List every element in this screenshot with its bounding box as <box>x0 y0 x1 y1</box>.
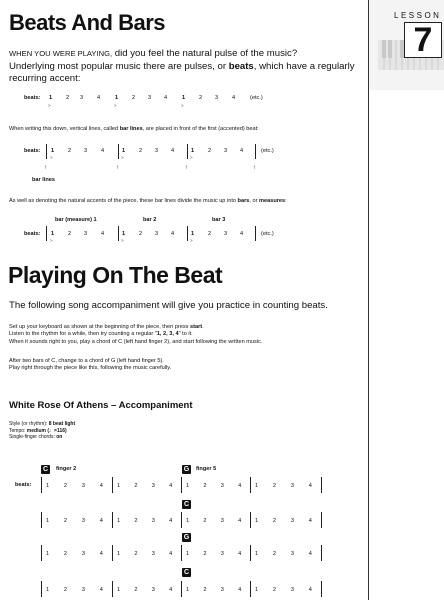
count: 1 <box>115 95 119 101</box>
after-line-1: After two bars of C, change to a chord of G (left hand finger 5). <box>9 358 164 364</box>
count: 4 <box>99 587 103 593</box>
intro-text-3: recurring accent: <box>9 73 81 84</box>
arrow-up-icon: ↑ <box>185 165 188 171</box>
bar-line <box>41 581 42 597</box>
count: 3 <box>151 551 155 557</box>
bar-line <box>46 226 47 241</box>
count: 3 <box>215 95 219 101</box>
count: 4 <box>97 95 101 101</box>
bar-line <box>118 144 119 159</box>
count: 3 <box>224 148 228 154</box>
section-title-playing-on-the-beat: Playing On The Beat <box>8 262 223 288</box>
step-2: Listen to the rhythm for a while, then try counting a regular "1, 2, 3, 4" to it. <box>9 331 193 338</box>
count: 4 <box>308 587 312 593</box>
count: 1 <box>255 518 259 524</box>
count: 3 <box>220 551 224 557</box>
count: 4 <box>240 148 244 154</box>
count: 1 <box>182 95 186 101</box>
bar-line <box>255 144 256 159</box>
style-setting: Style (or rhythm): 8 beat light <box>9 421 76 427</box>
count: 3 <box>80 95 84 101</box>
count: 1 <box>117 551 121 557</box>
lead-paragraph: The following song accompaniment will give you practice in counting beats. <box>9 300 328 311</box>
count: 2 <box>208 148 212 154</box>
count: 1 <box>255 483 259 489</box>
count: 2 <box>272 483 277 489</box>
count: 1 <box>46 518 50 524</box>
accent-mark: > <box>50 155 53 160</box>
count: 1 <box>191 148 195 154</box>
sfc-setting: Single-finger chords: on <box>9 434 63 441</box>
lesson-label: LESSON <box>394 11 442 20</box>
count: 4 <box>171 148 175 154</box>
intro-caps: WHEN YOU WERE PLAYING, <box>9 49 113 58</box>
bar-line <box>41 477 42 493</box>
accent-mark: > <box>121 238 124 243</box>
chord-c-symbol: C <box>183 501 190 508</box>
bar-line <box>321 545 322 561</box>
count: 4 <box>308 551 312 557</box>
beats-label-2: beats: <box>24 148 41 154</box>
accent-mark: > <box>190 238 193 243</box>
count: 3 <box>224 231 228 237</box>
count: 3 <box>151 587 155 593</box>
bar-line <box>181 512 182 528</box>
para3-or: , or <box>249 198 260 204</box>
count: 4 <box>169 483 173 489</box>
para3-bars: bars <box>237 198 250 204</box>
count: 3 <box>81 587 86 593</box>
count: 2 <box>203 551 207 557</box>
count: 4 <box>169 587 173 593</box>
chord-c-symbol: C <box>42 466 49 473</box>
count: 1 <box>122 148 126 154</box>
para2-bold: bar lines <box>119 126 143 132</box>
count: 1 <box>51 148 55 154</box>
count: 4 <box>238 587 242 593</box>
bar-line <box>250 581 251 597</box>
count: 2 <box>134 483 138 489</box>
tempo-setting: Tempo: medium (♩=116) <box>9 427 67 434</box>
bar-line <box>255 226 256 241</box>
count: 4 <box>238 483 242 489</box>
count: 2 <box>134 518 138 524</box>
count: 2 <box>139 231 143 237</box>
intro-text: did you feel the natural pulse of the music? <box>112 48 298 59</box>
count: 2 <box>199 95 203 101</box>
count: 4 <box>171 231 175 237</box>
count: 1 <box>191 231 195 237</box>
finger-2-label: finger 2 <box>56 466 77 472</box>
piece-title: White Rose Of Athens – Accompaniment <box>9 400 193 411</box>
etc-label: (etc.) <box>261 148 274 154</box>
bar-line <box>112 545 113 561</box>
count: 4 <box>169 518 173 524</box>
intro-text-2b: , which have a regularly <box>253 60 355 72</box>
count: 2 <box>68 231 72 237</box>
count: 2 <box>272 587 277 593</box>
count: 3 <box>155 148 159 154</box>
bar-line <box>187 144 188 159</box>
count: 2 <box>63 518 68 524</box>
bar-line <box>321 512 322 528</box>
para3-end: : <box>285 198 287 204</box>
count: 2 <box>66 95 70 101</box>
bar-line <box>112 581 113 597</box>
count: 4 <box>238 551 242 557</box>
bar-line <box>181 581 182 597</box>
bar-line <box>41 512 42 528</box>
count: 3 <box>290 483 295 489</box>
etc-label: (etc.) <box>250 95 263 101</box>
finger-5-label: finger 5 <box>196 466 217 472</box>
count: 1 <box>46 483 50 489</box>
count: 3 <box>220 587 224 593</box>
after-paragraph <box>9 358 364 373</box>
bar-line <box>112 512 113 528</box>
chord-c-symbol: C <box>183 569 190 576</box>
accent-mark: > <box>48 103 51 108</box>
count: 3 <box>81 551 86 557</box>
bar-line <box>181 545 182 561</box>
bar-line <box>41 545 42 561</box>
count: 3 <box>220 518 224 524</box>
count: 2 <box>63 483 68 489</box>
count: 4 <box>101 231 105 237</box>
count: 1 <box>46 587 50 593</box>
count: 4 <box>99 551 103 557</box>
section-title-beats-and-bars: Beats And Bars <box>9 10 166 35</box>
count: 2 <box>139 148 143 154</box>
count: 4 <box>308 518 312 524</box>
count: 3 <box>151 518 155 524</box>
bar-lines-label: bar lines <box>32 177 56 183</box>
bar-line <box>118 226 119 241</box>
count: 3 <box>84 231 88 237</box>
count: 1 <box>122 231 126 237</box>
bar-line <box>321 477 322 493</box>
arrow-up-icon: ↑ <box>253 165 256 171</box>
step-3: When it sounds right to you, play a chord of C (left hand finger 2), and start following the written music. <box>9 338 263 345</box>
count: 2 <box>63 587 68 593</box>
margin-rule <box>368 0 369 600</box>
count: 2 <box>272 551 277 557</box>
count: 2 <box>272 518 277 524</box>
after-line-2: Play right through the piece like this, following the music carefully. <box>9 365 172 372</box>
count: 1 <box>186 551 190 557</box>
count: 1 <box>186 587 190 593</box>
count: 3 <box>84 148 88 154</box>
count: 1 <box>117 518 121 524</box>
beats-label-1: beats: <box>24 95 41 101</box>
beats-label-piece: beats: <box>15 482 32 488</box>
count: 4 <box>164 95 168 101</box>
lesson-number-box <box>404 22 442 58</box>
piece-settings <box>9 421 75 441</box>
count: 1 <box>117 587 121 593</box>
count: 1 <box>186 483 190 489</box>
arrow-up-icon: ↑ <box>116 165 119 171</box>
accent-mark: > <box>114 103 117 108</box>
para-measures <box>9 198 364 205</box>
etc-label: (etc.) <box>261 231 274 237</box>
accent-mark: > <box>50 238 53 243</box>
count: 1 <box>255 551 259 557</box>
count: 2 <box>208 231 212 237</box>
count: 1 <box>51 231 55 237</box>
count: 3 <box>151 483 155 489</box>
count: 2 <box>203 518 207 524</box>
accent-mark: > <box>121 155 124 160</box>
bar-line <box>250 477 251 493</box>
count: 3 <box>81 518 86 524</box>
count: 2 <box>203 483 207 489</box>
count: 3 <box>220 483 224 489</box>
count: 3 <box>290 587 295 593</box>
count: 4 <box>169 551 173 557</box>
count: 4 <box>232 95 236 101</box>
count: 3 <box>81 483 86 489</box>
count: 2 <box>68 148 72 154</box>
count: 1 <box>49 95 53 101</box>
count: 3 <box>155 231 159 237</box>
count: 4 <box>101 148 105 154</box>
bar-3-label: bar 3 <box>212 217 226 223</box>
steps-paragraph <box>9 324 364 346</box>
count: 4 <box>308 483 312 489</box>
count: 3 <box>290 518 295 524</box>
bar-line <box>112 477 113 493</box>
accent-mark: > <box>190 155 193 160</box>
para-bar-lines <box>9 126 364 133</box>
bar-line <box>187 226 188 241</box>
count: 4 <box>99 518 103 524</box>
bar-line <box>250 512 251 528</box>
bar-line <box>46 144 47 159</box>
count: 1 <box>186 518 190 524</box>
bar-line <box>321 581 322 597</box>
count: 3 <box>290 551 295 557</box>
count: 4 <box>240 231 244 237</box>
count: 4 <box>238 518 242 524</box>
count: 2 <box>134 587 138 593</box>
bar-2-label: bar 2 <box>143 217 157 223</box>
count: 2 <box>63 551 68 557</box>
step-1: Set up your keyboard as shown at the beginning of the piece, then press start. <box>9 324 204 330</box>
count: 4 <box>99 483 103 489</box>
bar-line <box>181 477 182 493</box>
para3-text-a: As well as denoting the natural accents of the piece, these bar lines divide the music up into <box>9 198 238 204</box>
count: 2 <box>134 551 138 557</box>
count: 1 <box>117 483 121 489</box>
count: 3 <box>148 95 152 101</box>
count: 1 <box>255 587 259 593</box>
beats-label-3: beats: <box>24 231 41 237</box>
bar-measure-1-label: bar (measure) 1 <box>55 217 97 223</box>
accent-mark: > <box>181 103 184 108</box>
intro-paragraph <box>9 48 364 86</box>
chord-g-symbol: G <box>183 534 190 541</box>
lesson-number: 7 <box>413 21 433 59</box>
bar-line <box>250 545 251 561</box>
arrow-up-icon: ↑ <box>44 165 47 171</box>
count: 1 <box>46 551 50 557</box>
para2-text-a: When writing this down, vertical lines, called <box>9 126 120 132</box>
para2-text-b: , are placed in front of the first (accented) beat: <box>142 126 259 132</box>
intro-beats-bold: beats <box>228 60 254 72</box>
para3-measures: measures <box>259 198 286 204</box>
chord-g-symbol: G <box>183 466 190 473</box>
count: 2 <box>203 587 207 593</box>
intro-text-2a: Underlying most popular music there are pulses, or <box>9 60 229 72</box>
count: 2 <box>132 95 136 101</box>
